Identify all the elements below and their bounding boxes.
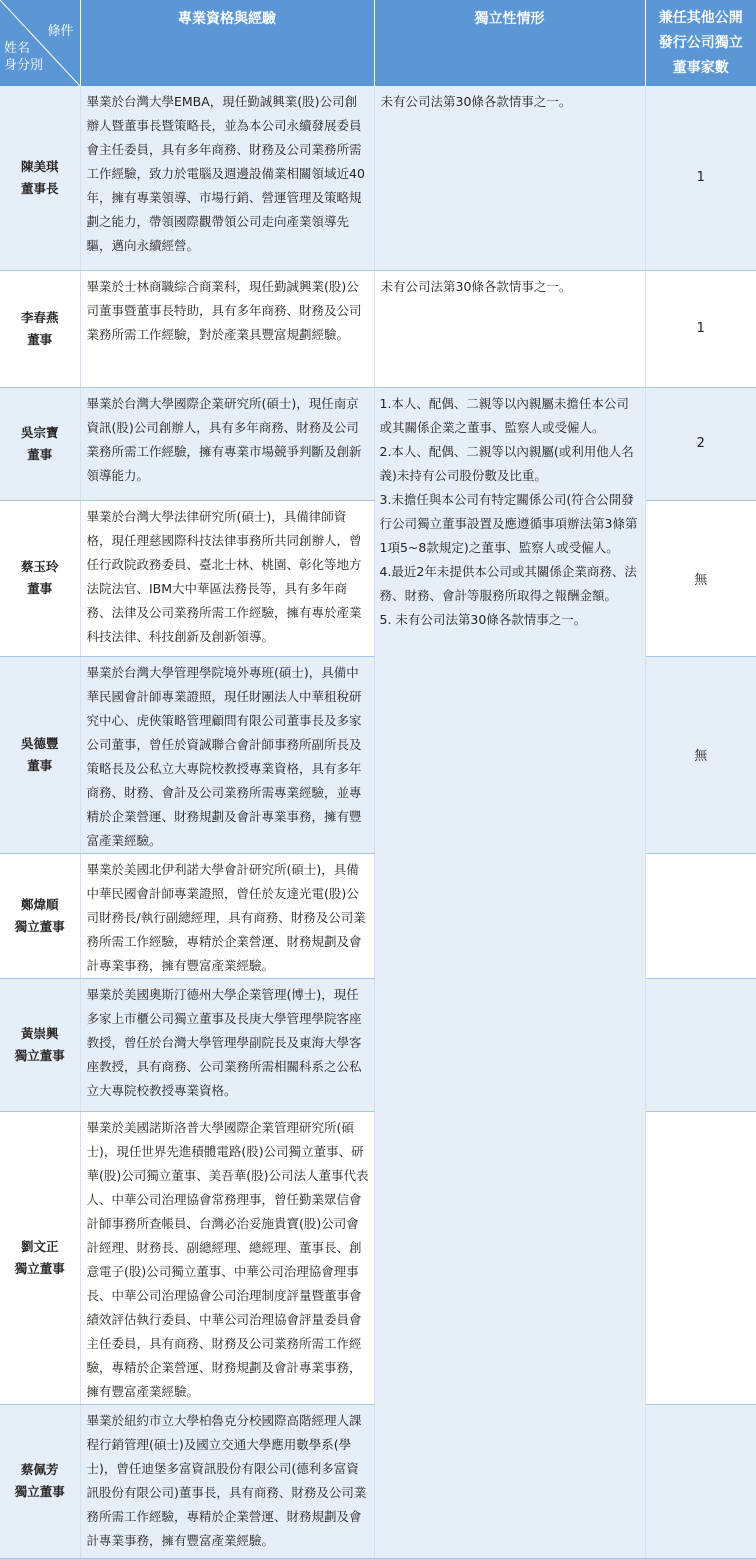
qualification-cell: 畢業於台灣大學法律研究所(碩士)，具備律師資格，現任理慈國際科技法律事務所共同創辦人，曾任行政院政務委員、臺北士林、桃園、彰化等地方法院法官、IBM大中華區法務長等，具有多年商務、法律及公司業務所需工作經驗，擁有專於產業科技法律、科技創新及創新領導。 <box>80 500 374 656</box>
other-boards-count: 無 <box>645 500 756 656</box>
qualification-cell: 畢業於士林商職綜合商業科，現任勤誠興業(股)公司董事暨董事長特助，具有多年商務、財務及公司業務所需工作經驗，對於產業具豐富規劃經驗。 <box>80 270 374 387</box>
qualification-cell: 畢業於台灣大學國際企業研究所(碩士)，現任南京資訊(股)公司創辦人，具有多年商務、財務及公司業務所需工作經驗，擁有專業市場競爭判斷及創新領導能力。 <box>80 387 374 500</box>
qualification-cell: 畢業於台灣大學EMBA，現任勤誠興業(股)公司創辦人暨董事長暨策略長，並為本公司永續發展委員會主任委員，具有多年商務、財務及公司業務所需工作經驗，致力於電腦及週邊設備業相關領域近40年，擁有專業領導、市場行銷、營運管理及策略規劃之能力，帶領國際觀帶領公司走向產業領導先驅，邁向永續經營。 <box>80 86 374 270</box>
other-boards-count <box>645 1111 756 1404</box>
qualification-cell: 畢業於美國奧斯汀德州大學企業管理(博士)，現任多家上市櫃公司獨立董事及長庚大學管理學院客座教授，曾任於台灣大學管理學副院長及東海大學客座教授，具有商務、公司業務所需相關科系之公私立大專院校教授專業資格。 <box>80 978 374 1111</box>
header-corner-cell <box>0 0 80 86</box>
other-boards-count: 1 <box>645 270 756 387</box>
header-independence: 獨立性情形 <box>374 0 645 86</box>
qualification-cell: 畢業於美國諾斯洛普大學國際企業管理研究所(碩士)，現任世界先進積體電路(股)公司獨立董事、研華(股)公司獨立董事、美吾華(股)公司法人董事代表人、中華公司治理協會常務理事，曾任勤業眾信會計師事務所查帳員、台灣必治妥施貴寶(股)公司會計經理、財務長、副總經理、總經理、董事長、創意電子(股)公司獨立董事、中華公司治理協會理事長、中華公司治理協會公司治理制度評量暨董事會績效評估執行委員、中華公司治理協會評量委員會主任委員，具有商務、財務及公司業務所需工作經驗，專精於企業營運、財務規劃及會計專業事務，擁有豐富產業經驗。 <box>80 1111 374 1404</box>
director-name-cell: 李春燕 董事 <box>0 270 80 387</box>
table-row <box>0 270 756 387</box>
table-row <box>0 86 756 270</box>
qualification-cell: 畢業於紐約市立大學柏魯克分校國際高階經理人課程行銷管理(碩士)及國立交通大學應用數學系(學士)，曾任迪堡多富資訊股份有限公司(德利多富資訊股份有限公司)董事長，具有商務、財務及公司業務所需工作經驗，專精於企業營運、財務規劃及會計專業事務，擁有豐富產業經驗。 <box>80 1404 374 1558</box>
other-boards-count <box>645 853 756 978</box>
director-name-cell: 鄭煒順 獨立董事 <box>0 853 80 978</box>
corner-name-role-label <box>4 40 43 74</box>
corner-role-label: 身分別 <box>4 58 44 73</box>
independence-cell: 未有公司法第30條各款情事之一。 <box>374 86 645 270</box>
corner-name-label: 姓名 <box>4 41 31 56</box>
other-boards-count: 無 <box>645 656 756 853</box>
director-name-cell: 吳德豐 董事 <box>0 656 80 853</box>
other-boards-count: 2 <box>645 387 756 500</box>
director-name-cell: 吳宗寶 董事 <box>0 387 80 500</box>
header-qualification: 專業資格與經驗 <box>80 0 374 86</box>
independence-cell: 未有公司法第30條各款情事之一。 <box>374 270 645 387</box>
table-row <box>0 387 756 500</box>
table-header-row <box>0 0 756 86</box>
director-name-cell: 劉文正 獨立董事 <box>0 1111 80 1404</box>
qualification-cell: 畢業於台灣大學管理學院境外專班(碩士)，具備中華民國會計師專業證照，現任財團法人中華租稅研究中心、虎俠策略管理顧問有限公司董事長及多家公司董事，曾任於資誠聯合會計師事務所副所長及策略長及公私立大專院校教授專業資格，具有多年商務、財務、會計及公司業務所需專業經驗，並專精於企業營運、財務規劃及會計專業事務，擁有豐富產業經驗。 <box>80 656 374 853</box>
other-boards-count: 1 <box>645 86 756 270</box>
shared-independence-cell: 1.本人、配偶、二親等以內親屬未擔任本公司或其關係企業之董事、監察人或受僱人。 2.本人、配偶、二親等以內親屬(或利用他人名義)未持有公司股份數及比重。 3.未擔任與本公司有特定關係公司(符合公開發行公司獨立董事設置及應遵循事項辦法第3條第1項5~8款規定)之董事、監察人或受僱人。 4.最近2年未提供本公司或其關係企業商務、法務、財務、會計等服務所取得之報酬金額。 5. 未有公司法第30條各款情事之一。 <box>374 387 645 1558</box>
director-name-cell: 蔡玉玲 董事 <box>0 500 80 656</box>
director-name-cell: 蔡佩芳 獨立董事 <box>0 1404 80 1558</box>
director-name-cell: 陳美琪 董事長 <box>0 86 80 270</box>
other-boards-count <box>645 1404 756 1558</box>
qualification-cell: 畢業於美國北伊利諾大學會計研究所(碩士)，具備中華民國會計師專業證照，曾任於友達光電(股)公司財務長/執行副總經理，具有商務、財務及公司業務所需工作經驗，專精於企業營運、財務規劃及會計專業事務，擁有豐富產業經驗。 <box>80 853 374 978</box>
corner-condition-label: 條件 <box>47 24 74 39</box>
header-other-boards: 兼任其他公開 發行公司獨立 董事家數 <box>645 0 756 86</box>
other-boards-count <box>645 978 756 1111</box>
director-name-cell: 黃崇興 獨立董事 <box>0 978 80 1111</box>
